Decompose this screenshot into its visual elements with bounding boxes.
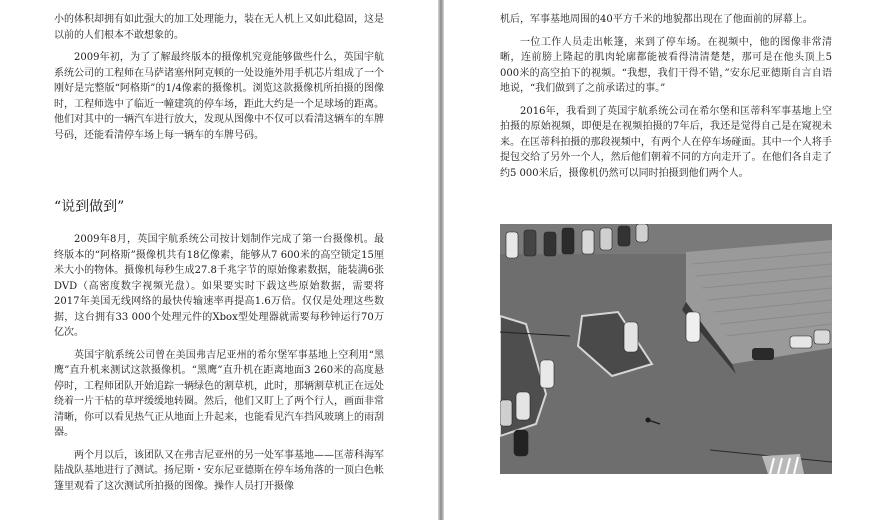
right-paragraph-3: 2016年，我看到了英国宇航系统公司在希尔堡和匡蒂科军事基地上空拍摄的原始视频，即便是在视频拍摄的7年后，我还是觉得自己是在窥视未来。在匡蒂科拍摄的那段视频中，有两个人在停车场碰面。其中一个人将手提包交给了另外一个人，然后他们朝着不同的方向走开了。在他们各自走了约5 000米后，摄像机仍然可以同时拍摄到他们两个人。 [500, 105, 832, 179]
section-heading-wrap [54, 198, 384, 216]
left-text-block-top [54, 12, 384, 143]
section-heading: “说到做到” [54, 199, 125, 215]
left-paragraph-2: 2009年初，为了了解最终版本的摄像机究竟能够做些什么，英国宇航系统公司的工程师在马萨诸塞州阿克顿的一处设施外用手机芯片组成了一个刚好是完整版“阿格斯”的1/4像素的摄像机。浏览这款摄像机所拍摄的图像时，工程师选中了临近一幢建筑的停车场，距此大约是一个足球场的距离。他们对其中的一辆汽车进行放大，发现从图像中不仅可以看清这辆车的车牌号码，还能看清停车场上每一辆车的车牌号码。 [54, 52, 384, 141]
left-paragraph-5: 两个月以后，该团队又在弗吉尼亚州的另一处军事基地——匡蒂科海军陆战队基地进行了测试。扬尼斯・安东尼亚德斯在停车场角落的一顶白色帐篷里观看了这次测试所拍摄的图像。操作人员打开摄像 [54, 449, 384, 492]
left-paragraph-3: 2009年8月，英国宇航系统公司按计划制作完成了第一台摄像机。最终版本的“阿格斯”摄像机共有18亿像素，能够从7 600米的高空锁定15厘米大小的物体。摄像机每秒生成27.8千兆字节的原始像素数据，能装满6张DVD（高密度数字视频光盘）。如果要实时下载这些原始数据，需要将2017年美国无线网络的最快传输速率再提高1.6万倍。仅仅是处理这些数据，这台拥有33 000个处理元件的Xbox型处理器就需要每秒钟运行70万亿次。 [54, 234, 384, 338]
right-paragraph-1: 机后，军事基地周围的40平方千米的地貌都出现在了他面前的屏幕上。 [500, 14, 813, 25]
right-page [500, 0, 832, 520]
aerial-parking-lot-photo [500, 224, 832, 474]
left-paragraph-4: 英国宇航系统公司曾在美国弗吉尼亚州的希尔堡军事基地上空利用“黑鹰”直升机来测试这款摄像机。“黑鹰”直升机在距离地面3 260米的高度悬停时，工程师团队开始追踪一辆绿色的割草机，此时，那辆割草机正在远处绕着一片干枯的草坪缓缓地转圈。然后，他们又盯上了两个行人，画面非常清晰，你可以看见热气正从地面上升起来，也能看见汽车挡风玻璃上的雨刮器。 [54, 349, 384, 438]
left-paragraph-1: 小的体积却拥有如此强大的加工处理能力，装在无人机上又如此稳固，这是以前的人们根本不敢想象的。 [54, 14, 384, 41]
page-gutter [438, 0, 444, 520]
left-page [54, 0, 384, 520]
right-text-block [500, 12, 832, 181]
left-text-block-bottom [54, 232, 384, 494]
aerial-photo-graphic [500, 224, 832, 474]
right-paragraph-2: 一位工作人员走出帐篷，来到了停车场。在视频中，他的图像非常清晰，连前膀上隆起的肌肉轮廓都能被看得清清楚楚，那可是在他头顶上5 000米的高空拍下的视频。“我想，我们干得不错，”安东尼亚德斯自言自语地说，“我们做到了之前承诺过的事。” [500, 36, 832, 94]
